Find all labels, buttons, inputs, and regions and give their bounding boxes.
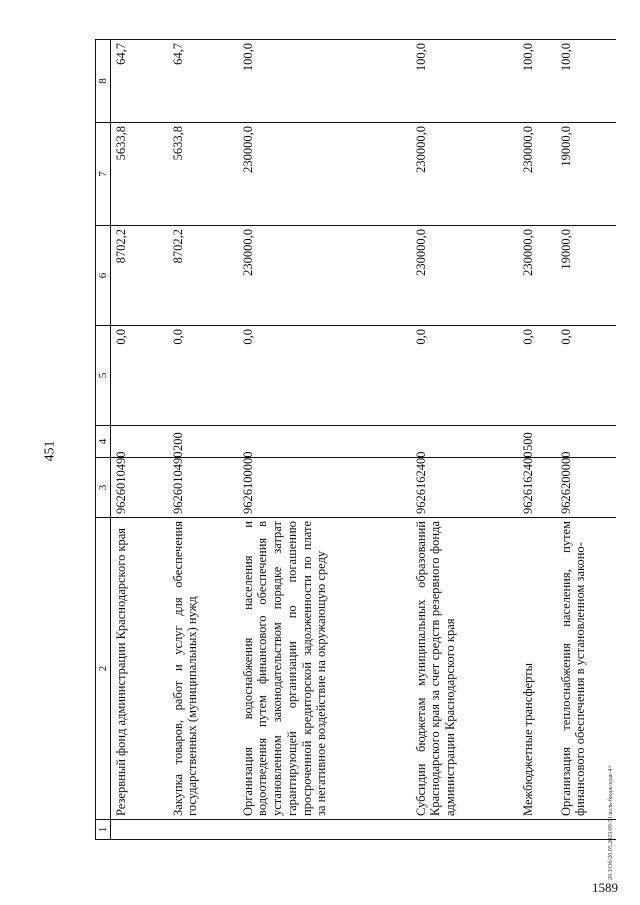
table-row [168,40,238,840]
table-row [411,40,518,840]
cell-value-5: 0,0 [238,326,411,426]
cell-value-7: 230000,0 [411,123,518,226]
cell-value-8: 64,7 [168,40,238,123]
header-col-2: 2 [96,518,111,820]
cell-c1 [518,820,556,840]
cell-c1 [556,820,616,840]
header-col-5: 5 [96,326,111,426]
table-row [556,40,616,840]
cell-c1 [238,820,411,840]
cell-value-5: 0,0 [111,326,168,426]
cell-value-8: 100,0 [518,40,556,123]
cell-value-6: 230000,0 [411,226,518,326]
cell-code: 9626200000 [556,458,616,518]
header-col-3: 3 [96,458,111,518]
cell-value-8: 64,7 [111,40,168,123]
cell-value-5: 0,0 [411,326,518,426]
cell-code: 9626162400 [411,458,518,518]
cell-value-7: 19000,0 [556,123,616,226]
cell-value-6: 230000,0 [238,226,411,326]
cell-value-7: 230000,0 [238,123,411,226]
cell-c1 [168,820,238,840]
cell-name: Организация водоснабжения населения и водоотведения путем финансового обеспечения в установленном законодательством порядке затрат гарантирующей организации по погашению просроченной кредиторской задолженности по плате за негативное воздействие на окружающую среду [238,518,411,820]
budget-table [95,39,616,840]
header-col-6: 6 [96,226,111,326]
cell-name: Межбюджетные трансферты [518,518,556,820]
page-number-bottom: 1589 [592,880,618,895]
table-row [111,40,168,840]
cell-value-6: 230000,0 [518,226,556,326]
cell-value-6: 8702,2 [168,226,238,326]
header-col-7: 7 [96,123,111,226]
cell-c1 [411,820,518,840]
cell-code: 9626010490 [168,458,238,518]
cell-type: 200 [168,426,238,458]
header-col-1: 1 [96,820,111,840]
cell-type: 500 [518,426,556,458]
rotated-table-container [95,40,600,840]
document-code: 20.3/Об/20.05.2023/09-51/вслк-бюдж-крае-4+ [608,765,614,880]
page-number-top: 451 [42,440,58,462]
table-row [518,40,556,840]
cell-code: 9626162400 [518,458,556,518]
cell-c1 [111,820,168,840]
cell-value-6: 19000,0 [556,226,616,326]
cell-value-7: 5633,8 [111,123,168,226]
cell-value-5: 0,0 [556,326,616,426]
cell-name: Закупка товаров, работ и услуг для обеспечения государственных (муниципальных) нужд [168,518,238,820]
table-row [238,40,411,840]
header-col-8: 8 [96,40,111,123]
header-row [96,40,111,840]
cell-name: Организация теплоснабжения населения, путем финансового обеспечения в установленном законо- [556,518,616,820]
cell-value-7: 230000,0 [518,123,556,226]
cell-value-6: 8702,2 [111,226,168,326]
cell-code: 9626010490 [111,458,168,518]
cell-value-8: 100,0 [411,40,518,123]
cell-value-8: 100,0 [238,40,411,123]
cell-value-5: 0,0 [518,326,556,426]
cell-name: Субсидии бюджетам муниципальных образований Краснодарского края за счет средств резервного фонда администрации Краснодарского края [411,518,518,820]
cell-value-5: 0,0 [168,326,238,426]
cell-value-7: 5633,8 [168,123,238,226]
cell-name: Резервный фонд администрации Краснодарского края [111,518,168,820]
cell-code: 9626100000 [238,458,411,518]
cell-value-8: 100,0 [556,40,616,123]
header-col-4: 4 [96,426,111,458]
cell-type [238,426,411,458]
